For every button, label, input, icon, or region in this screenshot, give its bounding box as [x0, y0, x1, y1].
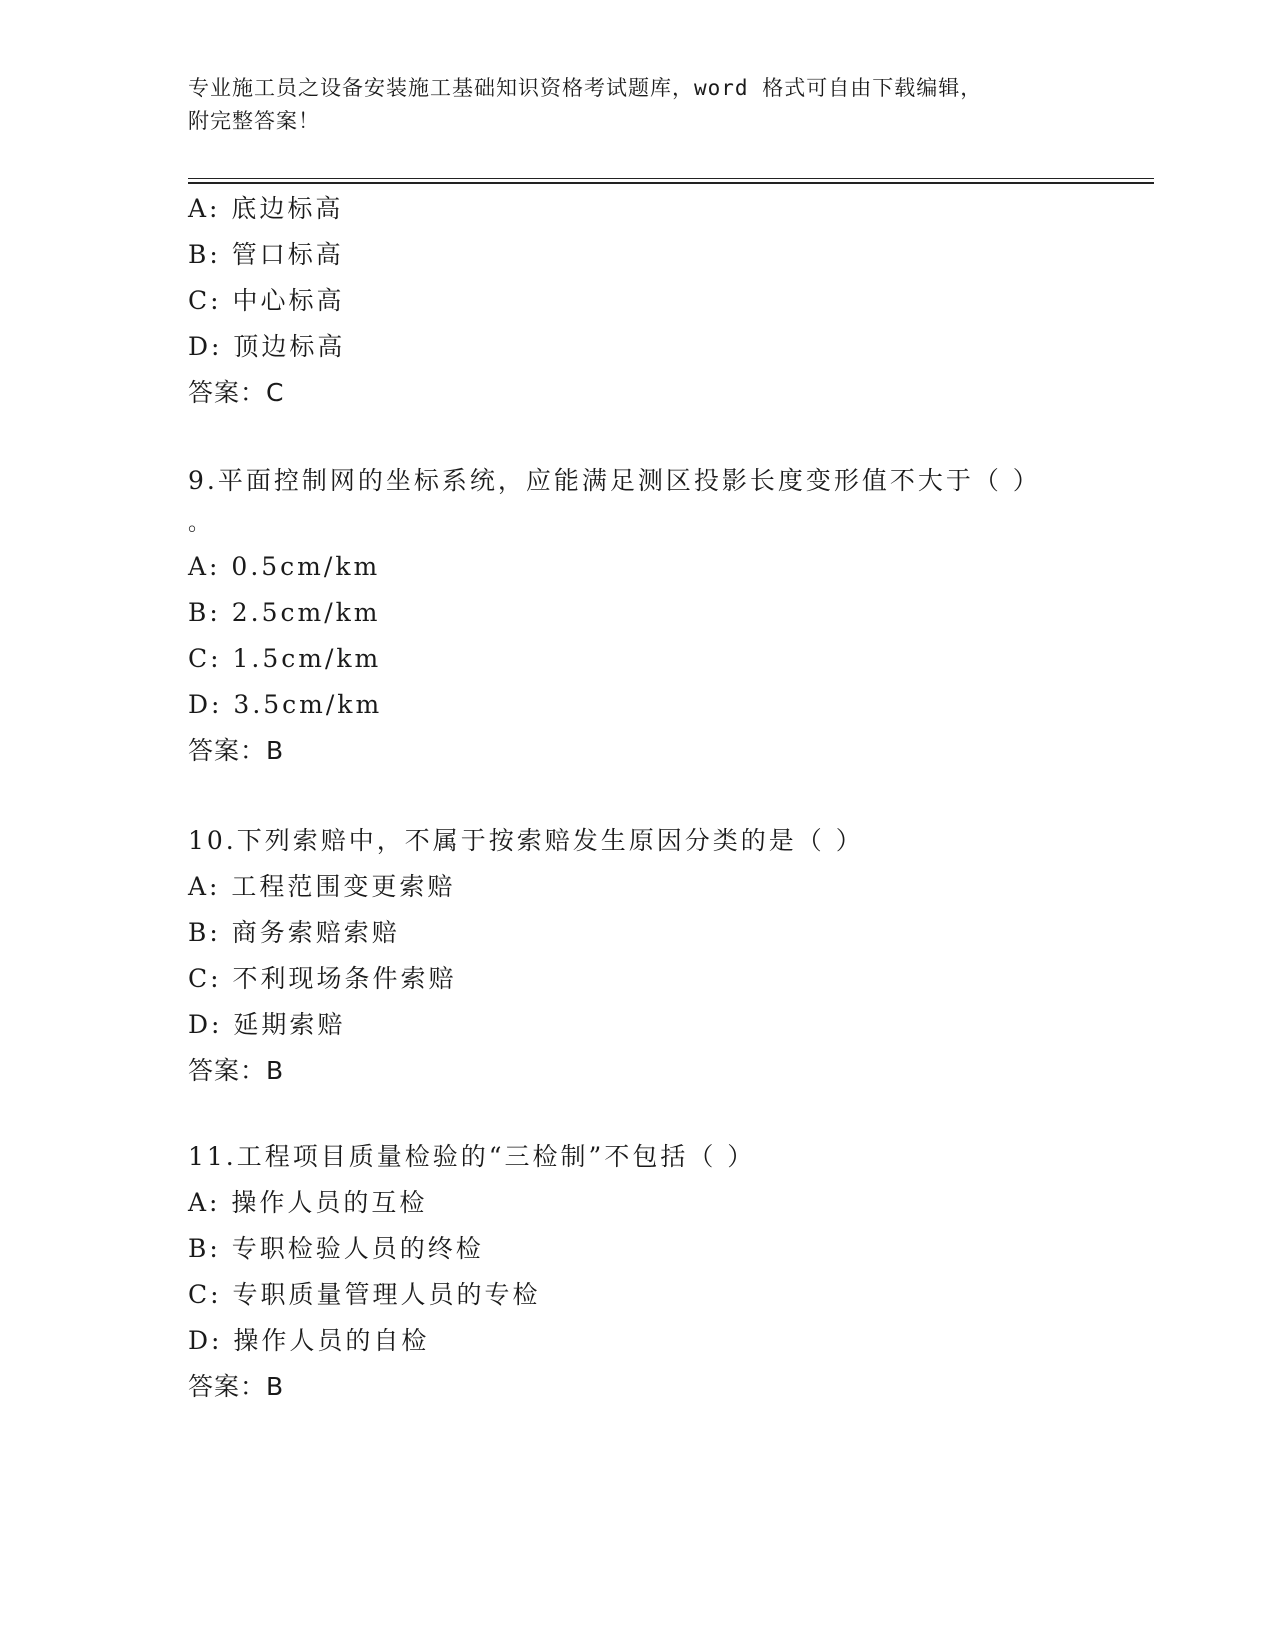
q9-option-b: B: 2.5cm/km [188, 598, 381, 627]
question-8-block [188, 186, 1128, 416]
q10-option-a: A: 工程范围变更索赔 [188, 872, 456, 901]
q10-stem: 10.下列索赔中，不属于按索赔发生原因分类的是（ ） [188, 826, 864, 855]
q8-option-a: A: 底边标高 [188, 194, 344, 223]
q9-option-c: C: 1.5cm/km [188, 644, 382, 673]
q9-stem-end: 。 [188, 511, 211, 536]
q8-option-b: B: 管口标高 [188, 240, 344, 269]
q8-option-d: D: 顶边标高 [188, 332, 346, 361]
q11-option-d: D: 操作人员的自检 [188, 1326, 430, 1355]
q8-answer: 答案：C [188, 378, 285, 407]
q8-option-c: C: 中心标高 [188, 286, 345, 315]
q10-option-b: B: 商务索赔索赔 [188, 918, 400, 947]
q9-option-d: D: 3.5cm/km [188, 690, 383, 719]
q10-option-c: C: 不利现场条件索赔 [188, 964, 457, 993]
header-divider-thick [188, 182, 1154, 184]
header-title-line-2: 附完整答案！ [188, 109, 320, 133]
q10-option-d: D: 延期索赔 [188, 1010, 346, 1039]
q9-option-a: A: 0.5cm/km [188, 552, 381, 581]
q9-answer: 答案：B [188, 736, 285, 765]
q11-answer: 答案：B [188, 1372, 285, 1401]
header-title-line-1: 专业施工员之设备安装施工基础知识资格考试题库，word 格式可自由下载编辑， [188, 76, 983, 100]
q11-stem: 11.工程项目质量检验的“三检制”不包括（ ） [188, 1142, 756, 1171]
q11-option-c: C: 专职质量管理人员的专检 [188, 1280, 541, 1309]
header-divider-thin [188, 178, 1154, 179]
question-10-block [188, 818, 1128, 1094]
q11-option-a: A: 操作人员的互检 [188, 1188, 428, 1217]
q9-stem: 9.平面控制网的坐标系统，应能满足测区投影长度变形值不大于（ ） [188, 466, 1041, 495]
question-11-block [188, 1134, 1128, 1410]
q10-answer: 答案：B [188, 1056, 285, 1085]
document-header [188, 72, 1088, 138]
q11-option-b: B: 专职检验人员的终检 [188, 1234, 484, 1263]
question-9-block [188, 458, 1128, 774]
